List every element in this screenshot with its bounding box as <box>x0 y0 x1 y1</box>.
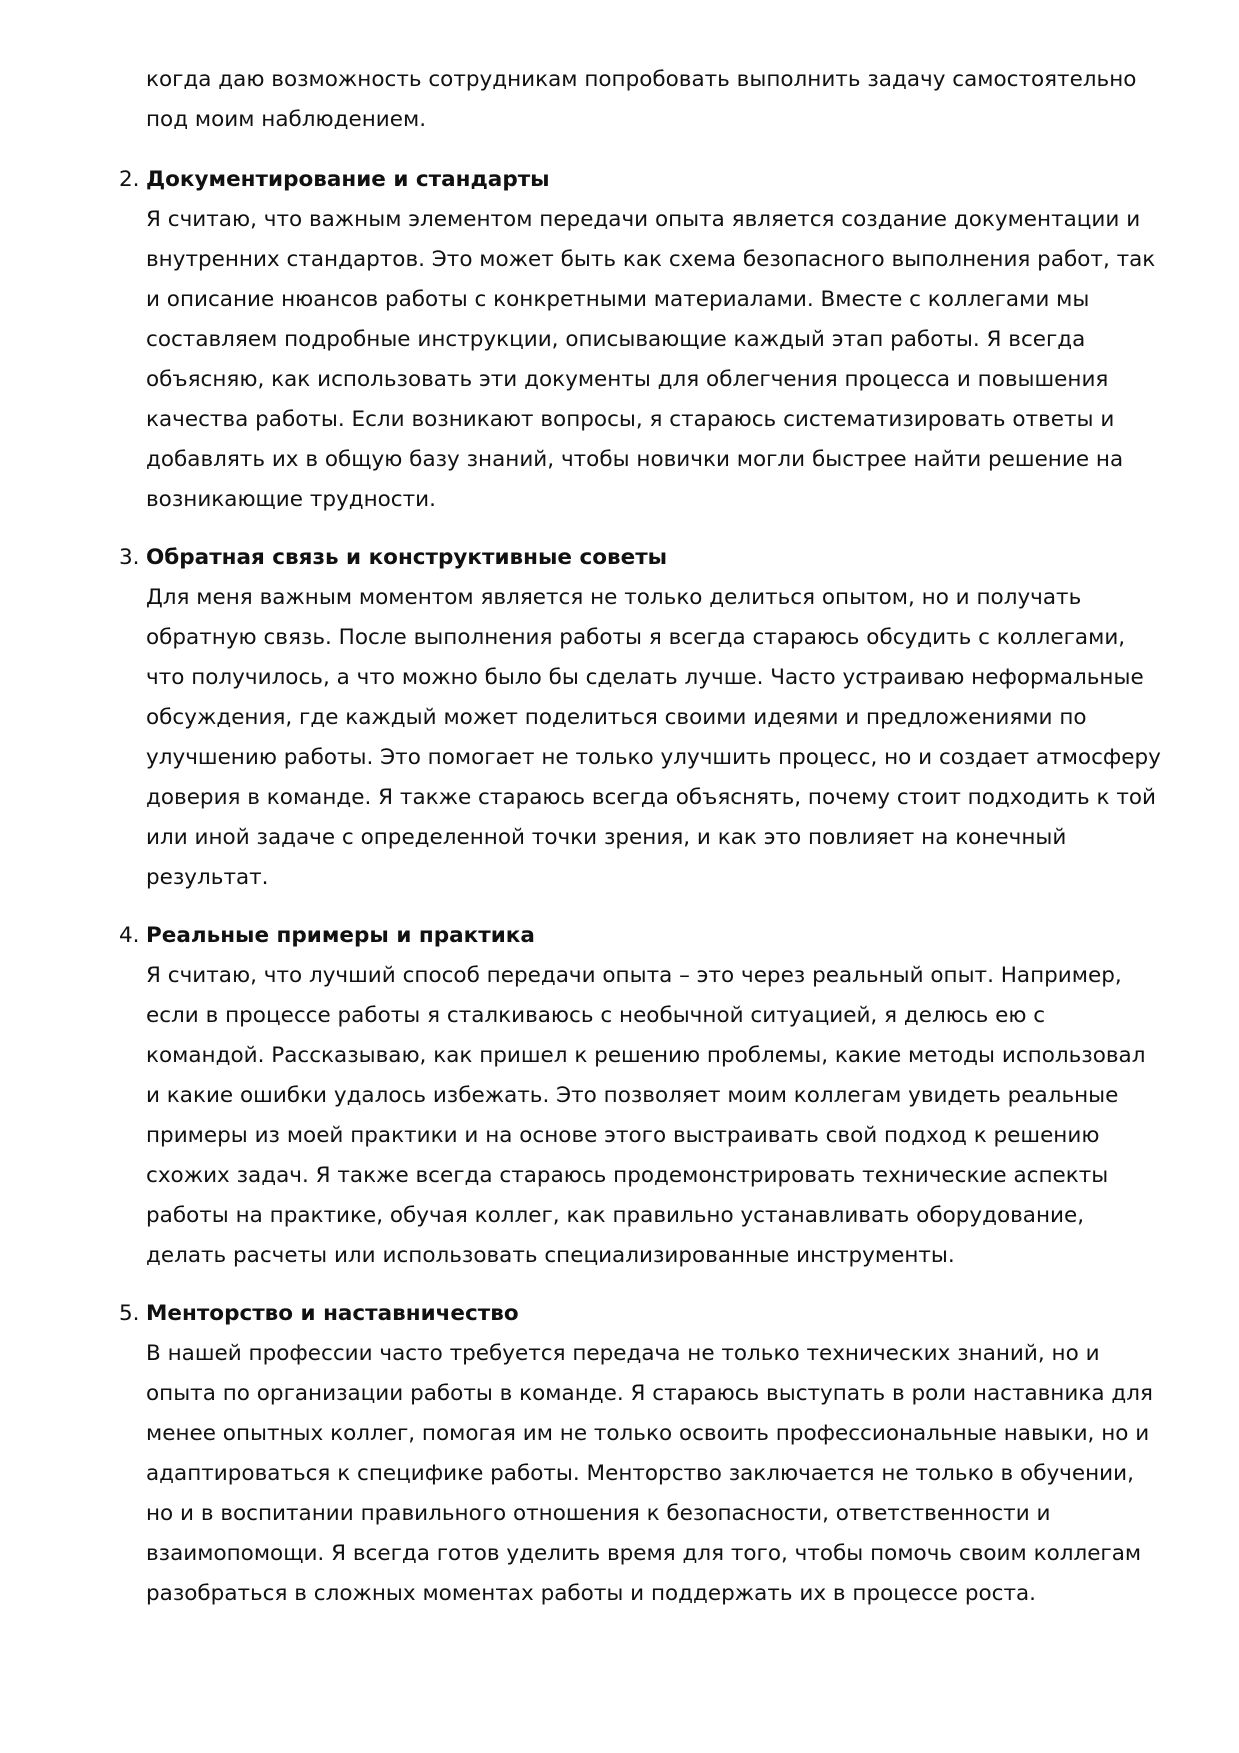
item-heading: Менторство и наставничество <box>146 1301 519 1326</box>
item-number: 3. <box>119 545 140 570</box>
item-heading: Обратная связь и конструктивные советы <box>146 545 668 570</box>
intro-paragraph: когда даю возможность сотрудникам попробовать выполнить задачу самостоятельно под моим наблюдением. <box>146 67 1137 132</box>
item-body: Для меня важным моментом является не только делиться опытом, но и получать обратную связь. После выполнения работы я всегда стараюсь обсудить с коллегами, что получилось, а что можно было бы сделать лучше. Часто устраиваю неформальные обсуждения, где каждый может поделиться своими идеями и предложениями по улучшению работы. Это помогает не только улучшить процесс, но и создает атмосферу доверия в команде. Я также стараюсь всегда объяснять, почему стоит подходить к той или иной задаче с определенной точки зрения, и как это повлияет на конечный результат. <box>146 585 1161 890</box>
item-body: В нашей профессии часто требуется передача не только технических знаний, но и опыта по организации работы в команде. Я стараюсь выступать в роли наставника для менее опытных коллег, помогая им не только освоить профессиональные навыки, но и адаптироваться к специфике работы. Менторство заключается не только в обучении, но и в воспитании правильного отношения к безопасности, ответственности и взаимопомощи. Я всегда готов уделить время для того, чтобы помочь своим коллегам разобраться в сложных моментах работы и поддержать их в процессе роста. <box>146 1341 1153 1606</box>
list-item <box>119 160 1166 520</box>
item-body: Я считаю, что важным элементом передачи опыта является создание документации и внутренних стандартов. Это может быть как схема безопасного выполнения работ, так и описание нюансов работы с конкретными материалами. Вместе с коллегами мы составляем подробные инструкции, описывающие каждый этап работы. Я всегда объясняю, как использовать эти документы для облегчения процесса и повышения качества работы. Если возникают вопросы, я стараюсь систематизировать ответы и добавлять их в общую базу знаний, чтобы новички могли быстрее найти решение на возникающие трудности. <box>146 207 1156 512</box>
numbered-list <box>119 160 1166 1614</box>
list-item <box>119 916 1166 1276</box>
item-body: Я считаю, что лучший способ передачи опыта – это через реальный опыт. Например, если в процессе работы я сталкиваюсь с необычной ситуацией, я делюсь ею с командой. Рассказываю, как пришел к решению проблемы, какие методы использовал и какие ошибки удалось избежать. Это позволяет моим коллегам увидеть реальные примеры из моей практики и на основе этого выстраивать свой подход к решению схожих задач. Я также всегда стараюсь продемонстрировать технические аспекты работы на практике, обучая коллег, как правильно устанавливать оборудование, делать расчеты или использовать специализированные инструменты. <box>146 963 1146 1268</box>
item-number: 4. <box>119 923 140 948</box>
list-item <box>119 1294 1166 1614</box>
list-item <box>119 538 1166 898</box>
item-number: 5. <box>119 1301 140 1326</box>
item-heading: Реальные примеры и практика <box>146 923 535 948</box>
item-heading: Документирование и стандарты <box>146 167 550 192</box>
item-number: 2. <box>119 167 140 192</box>
